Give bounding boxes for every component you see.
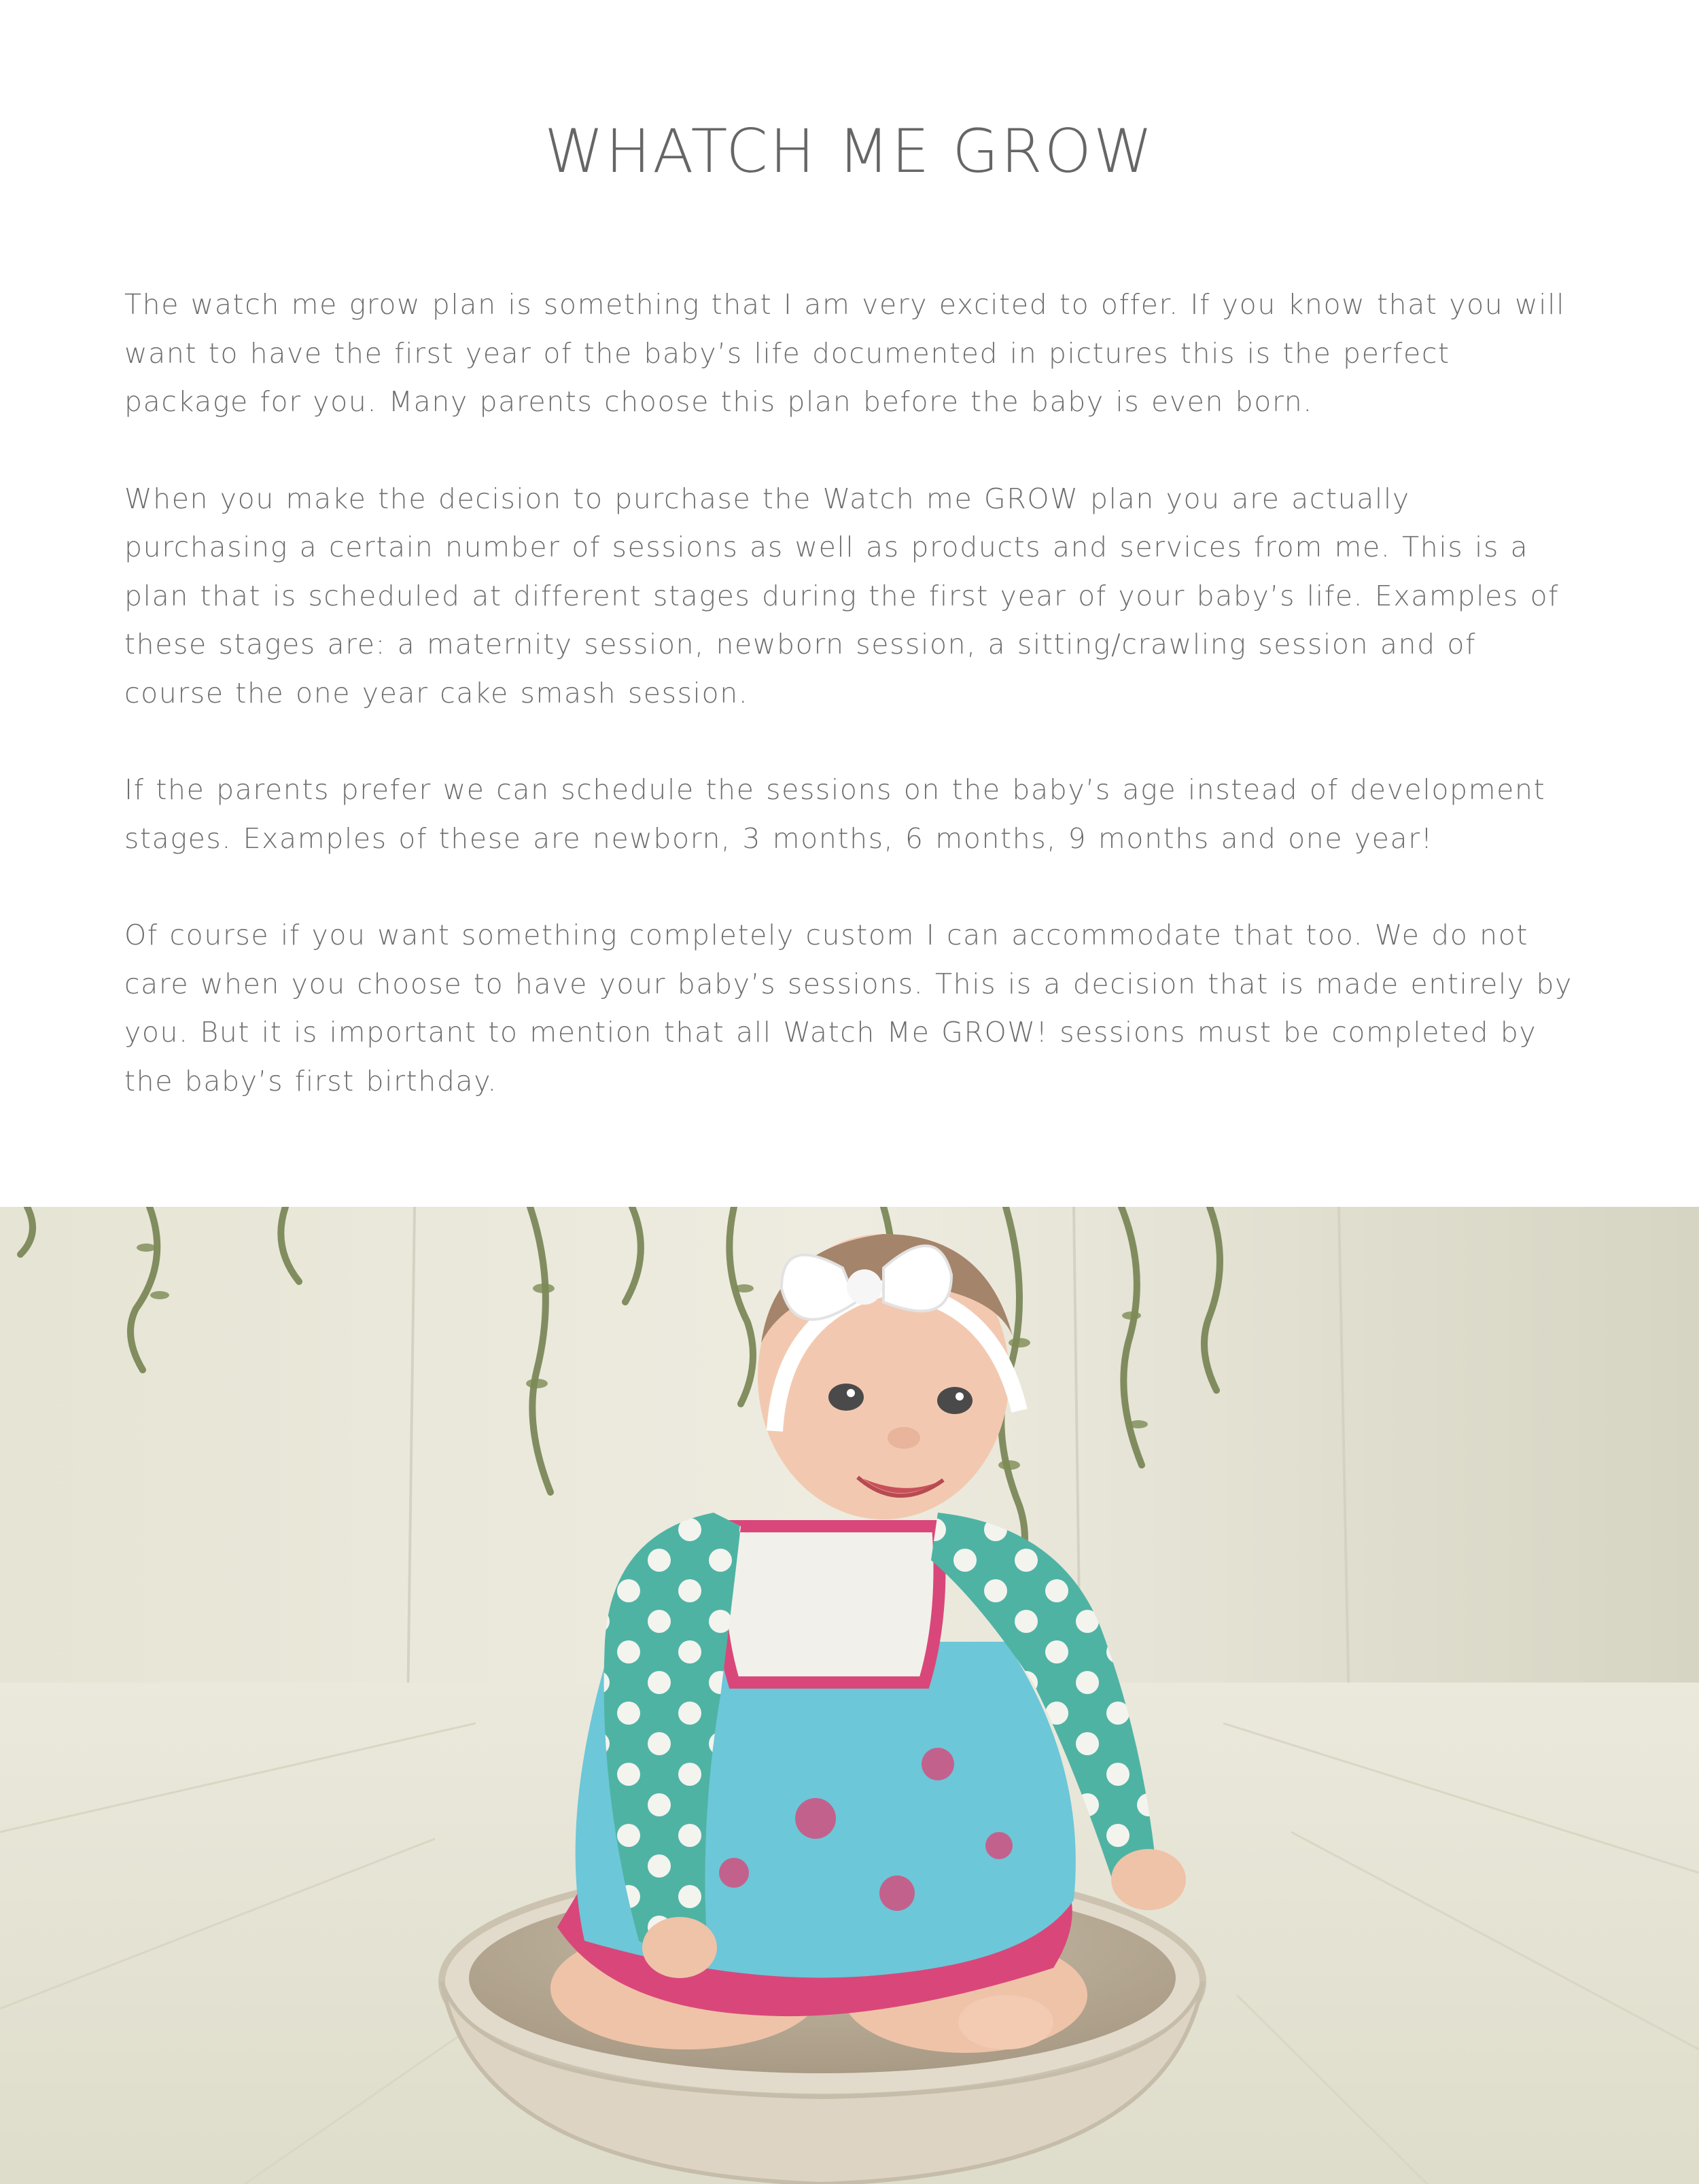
paragraph-intro: The watch me grow plan is something that I am very excited to offer. If you know that you will want to have the first year of the baby’s life documented in pictures this is the perfect package for you. Many parents choose this plan before the baby is even born. xyxy=(124,288,1566,418)
dress-bodice xyxy=(719,1526,940,1683)
bow-knot xyxy=(847,1269,882,1305)
page-title: WHATCH ME GROW xyxy=(544,116,1155,186)
baby-photo xyxy=(0,1207,1699,2184)
baby-hand-left xyxy=(642,1917,717,1978)
baby-foot xyxy=(958,1995,1053,2049)
paragraph-age-schedule: If the parents prefer we can schedule the sessions on the baby’s age instead of development stages. Examples of these are newborn, 3 months, 6 months, 9 months and one year! xyxy=(124,773,1546,855)
eye-highlight-left xyxy=(847,1389,855,1397)
paragraph-custom: Of course if you want something completely custom I can accommodate that too. We do not care when you choose to have your baby’s sessions. This is a decision that is made entirely by you. But it is important to mention that all Watch Me GROW! sessions must be completed by the baby’s first birthday. xyxy=(124,919,1573,1097)
body-text xyxy=(124,281,1579,1154)
baby-eye-right xyxy=(937,1387,973,1414)
paragraph-plan-details: When you make the decision to purchase the Watch me GROW plan you are actually purchasing a certain number of sessions as well as products and services from me. This is a plan that is scheduled at different stages during the first year of your baby’s life. Examples of these stages are: a maternity session, newborn session, a sitting/crawling session and of course the one year cake smash session. xyxy=(124,482,1560,709)
eye-highlight-right xyxy=(956,1392,964,1401)
baby-nose xyxy=(888,1427,920,1449)
baby-eye-left xyxy=(828,1384,864,1411)
baby-photo-illustration xyxy=(0,1207,1699,2184)
baby-hand-right xyxy=(1111,1849,1186,1910)
